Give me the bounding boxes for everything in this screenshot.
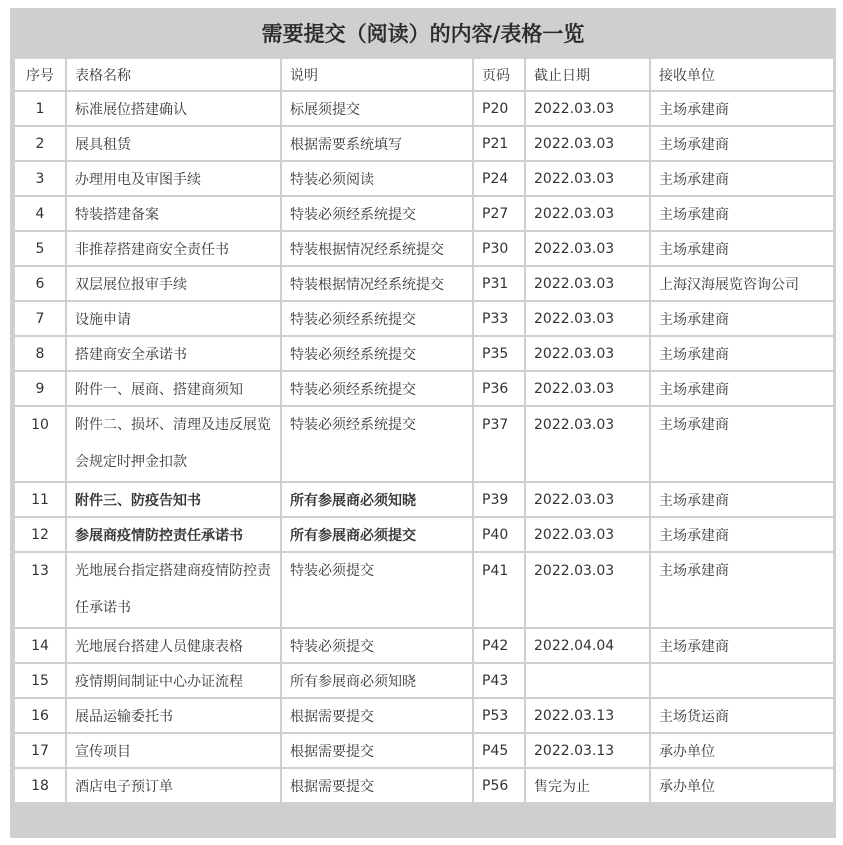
header-index: 序号 [14,58,66,91]
cell-recipient: 主场承建商 [650,552,834,628]
cell-deadline: 2022.03.03 [525,161,650,196]
table-header-row [14,58,834,91]
cell-recipient: 主场承建商 [650,301,834,336]
cell-form-name: 附件二、损坏、清理及违反展览会规定时押金扣款 [66,406,281,482]
cell-index: 7 [14,301,66,336]
cell-form-name: 特装搭建备案 [66,196,281,231]
cell-page: P33 [473,301,525,336]
cell-deadline: 2022.03.03 [525,336,650,371]
table-row [14,231,834,266]
table-row [14,301,834,336]
cell-index: 5 [14,231,66,266]
cell-index: 3 [14,161,66,196]
cell-form-name: 办理用电及审图手续 [66,161,281,196]
cell-page: P39 [473,482,525,517]
cell-recipient: 主场承建商 [650,91,834,126]
cell-description: 所有参展商必须知晓 [281,663,473,698]
table-row [14,126,834,161]
table-row [14,552,834,628]
cell-index: 10 [14,406,66,482]
table-row [14,628,834,663]
cell-form-name: 非推荐搭建商安全责任书 [66,231,281,266]
cell-recipient: 主场承建商 [650,517,834,552]
cell-description: 特装必须经系统提交 [281,371,473,406]
cell-recipient [650,663,834,698]
cell-page: P42 [473,628,525,663]
cell-page: P45 [473,733,525,768]
cell-description: 根据需要提交 [281,733,473,768]
page-title: 需要提交（阅读）的内容/表格一览 [261,21,585,46]
cell-index: 12 [14,517,66,552]
cell-deadline: 2022.03.13 [525,733,650,768]
cell-deadline: 2022.03.03 [525,196,650,231]
cell-description: 所有参展商必须知晓 [281,482,473,517]
cell-deadline: 2022.03.03 [525,482,650,517]
cell-form-name: 设施申请 [66,301,281,336]
cell-index: 9 [14,371,66,406]
cell-index: 13 [14,552,66,628]
cell-recipient: 承办单位 [650,768,834,803]
cell-description: 特装必须阅读 [281,161,473,196]
cell-description: 根据需要系统填写 [281,126,473,161]
table-row [14,371,834,406]
cell-deadline: 2022.03.03 [525,406,650,482]
forms-table [13,57,835,804]
cell-deadline: 2022.03.03 [525,517,650,552]
cell-index: 8 [14,336,66,371]
cell-form-name: 附件一、展商、搭建商须知 [66,371,281,406]
cell-recipient: 主场承建商 [650,126,834,161]
cell-deadline: 2022.03.03 [525,301,650,336]
header-page: 页码 [473,58,525,91]
cell-page: P56 [473,768,525,803]
table-row [14,91,834,126]
cell-form-name: 标准展位搭建确认 [66,91,281,126]
cell-form-name: 展具租赁 [66,126,281,161]
table-row [14,663,834,698]
cell-page: P40 [473,517,525,552]
cell-form-name: 展品运输委托书 [66,698,281,733]
header-recipient: 接收单位 [650,58,834,91]
cell-index: 2 [14,126,66,161]
header-deadline: 截止日期 [525,58,650,91]
cell-deadline: 2022.03.13 [525,698,650,733]
cell-deadline: 2022.04.04 [525,628,650,663]
table-row [14,698,834,733]
table-row [14,517,834,552]
cell-recipient: 主场承建商 [650,628,834,663]
cell-index: 18 [14,768,66,803]
cell-description: 特装根据情况经系统提交 [281,266,473,301]
cell-deadline: 2022.03.03 [525,371,650,406]
cell-recipient: 上海汉海展览咨询公司 [650,266,834,301]
table-row [14,196,834,231]
cell-description: 根据需要提交 [281,698,473,733]
cell-form-name: 搭建商安全承诺书 [66,336,281,371]
cell-recipient: 主场承建商 [650,336,834,371]
cell-recipient: 主场承建商 [650,161,834,196]
cell-form-name: 宣传项目 [66,733,281,768]
cell-page: P21 [473,126,525,161]
cell-form-name: 疫情期间制证中心办证流程 [66,663,281,698]
cell-deadline: 2022.03.03 [525,231,650,266]
cell-index: 16 [14,698,66,733]
cell-form-name: 附件三、防疫告知书 [66,482,281,517]
cell-description: 所有参展商必须提交 [281,517,473,552]
cell-deadline: 2022.03.03 [525,91,650,126]
table-row [14,733,834,768]
cell-page: P27 [473,196,525,231]
cell-description: 特装必须提交 [281,552,473,628]
cell-description: 特装必须经系统提交 [281,406,473,482]
cell-recipient: 承办单位 [650,733,834,768]
cell-page: P36 [473,371,525,406]
cell-form-name: 参展商疫情防控责任承诺书 [66,517,281,552]
header-description: 说明 [281,58,473,91]
cell-deadline: 2022.03.03 [525,552,650,628]
cell-description: 特装根据情况经系统提交 [281,231,473,266]
cell-form-name: 光地展台指定搭建商疫情防控责任承诺书 [66,552,281,628]
header-form-name: 表格名称 [66,58,281,91]
cell-page: P20 [473,91,525,126]
cell-index: 17 [14,733,66,768]
cell-index: 15 [14,663,66,698]
cell-page: P35 [473,336,525,371]
cell-recipient: 主场承建商 [650,406,834,482]
cell-index: 11 [14,482,66,517]
cell-deadline: 2022.03.03 [525,126,650,161]
table-row [14,266,834,301]
cell-page: P37 [473,406,525,482]
table-row [14,406,834,482]
cell-form-name: 光地展台搭建人员健康表格 [66,628,281,663]
cell-description: 根据需要提交 [281,768,473,803]
cell-recipient: 主场承建商 [650,196,834,231]
cell-index: 14 [14,628,66,663]
cell-page: P41 [473,552,525,628]
cell-recipient: 主场货运商 [650,698,834,733]
cell-deadline: 2022.03.03 [525,266,650,301]
cell-index: 6 [14,266,66,301]
cell-page: P30 [473,231,525,266]
cell-recipient: 主场承建商 [650,371,834,406]
cell-page: P31 [473,266,525,301]
cell-deadline [525,663,650,698]
cell-recipient: 主场承建商 [650,231,834,266]
cell-description: 特装必须经系统提交 [281,336,473,371]
cell-deadline: 售完为止 [525,768,650,803]
table-row [14,161,834,196]
table-row [14,482,834,517]
table-row [14,768,834,803]
cell-recipient: 主场承建商 [650,482,834,517]
cell-description: 特装必须提交 [281,628,473,663]
cell-page: P24 [473,161,525,196]
cell-form-name: 双层展位报审手续 [66,266,281,301]
cell-page: P53 [473,698,525,733]
cell-form-name: 酒店电子预订单 [66,768,281,803]
cell-description: 标展须提交 [281,91,473,126]
cell-description: 特装必须经系统提交 [281,301,473,336]
cell-page: P43 [473,663,525,698]
cell-index: 1 [14,91,66,126]
table-row [14,336,834,371]
cell-description: 特装必须经系统提交 [281,196,473,231]
cell-index: 4 [14,196,66,231]
